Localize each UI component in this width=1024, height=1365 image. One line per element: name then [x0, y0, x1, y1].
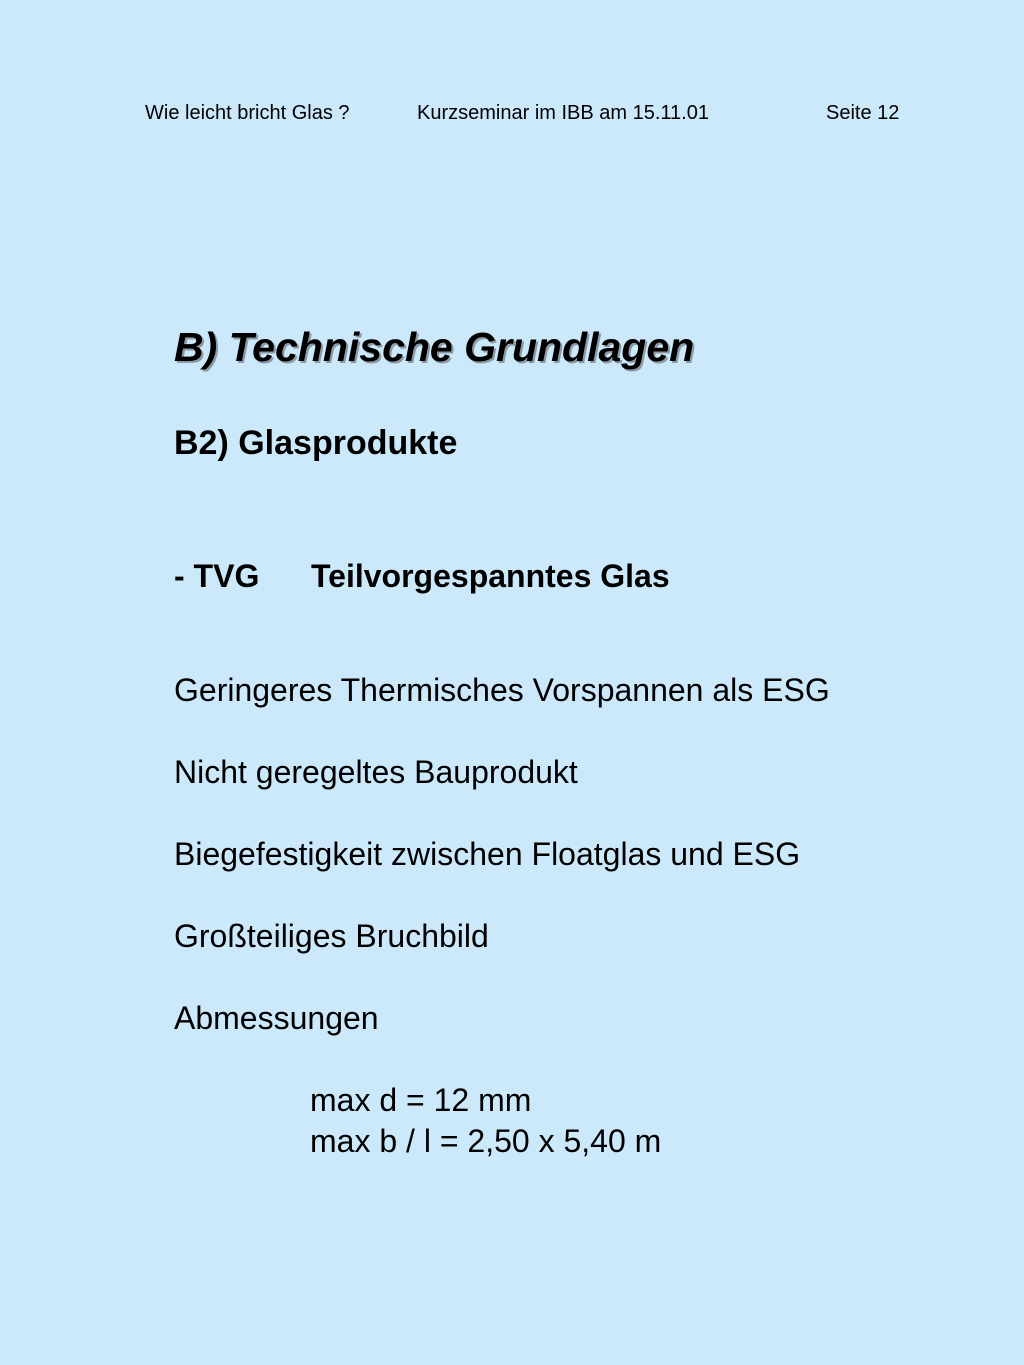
dimension-thickness: max d = 12 mm: [310, 1082, 532, 1118]
section-title: B) Technische Grundlagen: [174, 324, 695, 370]
point-building-product: Nicht geregeltes Bauprodukt: [174, 754, 578, 790]
header-topic: Wie leicht bricht Glas ?: [145, 102, 350, 124]
point-bending-strength: Biegefestigkeit zwischen Floatglas und ESG: [174, 836, 801, 872]
product-name: Teilvorgespanntes Glas: [311, 558, 670, 594]
point-fracture-pattern: Großteiliges Bruchbild: [174, 918, 489, 954]
page-header: [0, 99, 1024, 127]
product-abbreviation: - TVG: [174, 558, 260, 594]
dimension-size: max b / l = 2,50 x 5,40 m: [310, 1123, 662, 1159]
header-page-number: Seite 12: [826, 102, 900, 124]
header-event: Kurzseminar im IBB am 15.11.01: [417, 102, 709, 124]
point-thermal-prestress: Geringeres Thermisches Vorspannen als ESG: [174, 672, 830, 708]
subsection-title: B2) Glasprodukte: [174, 424, 458, 462]
point-dimensions: Abmessungen: [174, 1000, 379, 1036]
